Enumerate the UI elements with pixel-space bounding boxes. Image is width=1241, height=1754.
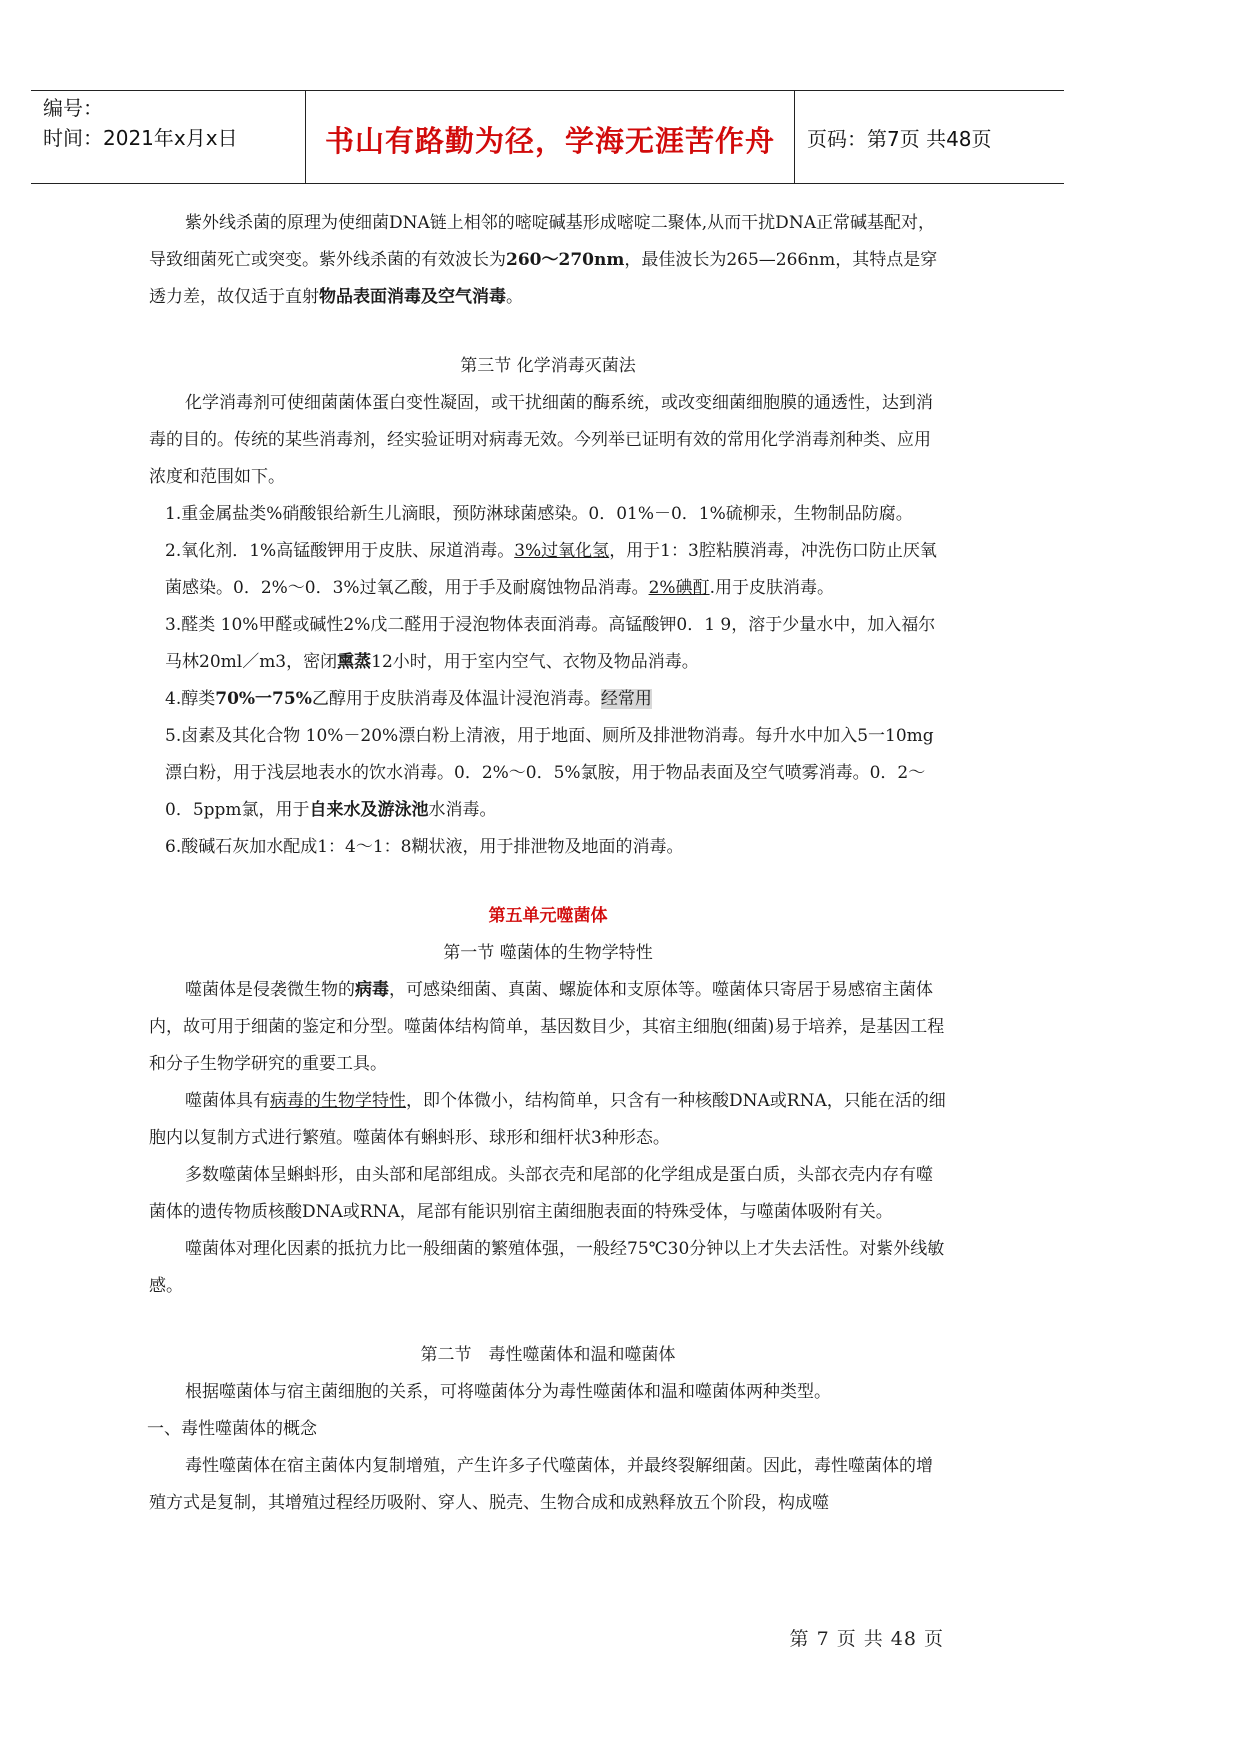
- unit5-section2-heading: 一、毒性噬菌体的概念: [147, 1419, 317, 1439]
- highlighted-text: 经常用: [600, 689, 652, 709]
- document-body: [149, 205, 947, 1522]
- list-item-3: [149, 607, 947, 681]
- unit5-title: 第五单元噬菌体: [488, 906, 608, 926]
- unit5-paragraph-4: 噬菌体对理化因素的抵抗力比一般细菌的繁殖体强，一般经75℃30分钟以上才失去活性。对紫外线敏感。: [149, 1239, 945, 1296]
- number-label: 编号：: [43, 96, 103, 120]
- page-header: [31, 90, 1064, 184]
- text: 。: [506, 287, 523, 307]
- unit5-section1-title: 第一节 噬菌体的生物学特性: [443, 943, 653, 963]
- spacer: [149, 866, 947, 898]
- text: 噬菌体是侵袭微生物的: [185, 980, 355, 1000]
- bold-text: 260～270nm: [506, 250, 625, 270]
- section3-title: 第三节 化学消毒灭菌法: [460, 356, 636, 376]
- header-meta: [31, 91, 306, 183]
- spacer: [149, 1305, 947, 1337]
- text: 2.氧化剂．1%高锰酸钾用于皮肤、尿道消毒。: [165, 541, 515, 561]
- text: 水消毒。: [428, 800, 497, 820]
- header-page-cell: [795, 91, 1064, 183]
- date-label: 时间：2021年x月x日: [43, 126, 238, 150]
- spacer: [149, 316, 947, 348]
- list-item-5: [149, 718, 947, 829]
- underlined-text: 3%过氧化氢: [514, 541, 610, 561]
- text: ，可感染细菌、真菌、螺旋体和支原体等。噬菌体只寄居于易感宿主菌体内，故可用于细菌的鉴定和分型。噬菌体结构简单，基因数目少，其宿主细胞(细菌)易于培养，是基因工程和分子生物学研究的重要工具。: [149, 980, 945, 1074]
- list-item-2: [149, 533, 947, 607]
- text: .用于皮肤消毒。: [709, 578, 834, 598]
- uv-paragraph: [149, 205, 947, 316]
- text: 噬菌体具有: [185, 1091, 270, 1111]
- header-motto-cell: [306, 91, 795, 183]
- text: 5.卤素及其化合物 10%－20%漂白粉上清液，用于地面、厕所及排泄物消毒。每升水中加入5一10mg漂白粉，用于浅层地表水的饮水消毒。0．2%～0．5%氯胺，用于物品表面及空气喷雾消毒。0．2～0．5ppm氯，用于: [165, 726, 934, 820]
- section3-intro: 化学消毒剂可使细菌菌体蛋白变性凝固，或干扰细菌的酶系统，或改变细菌细胞膜的通透性，达到消毒的目的。传统的某些消毒剂，经实验证明对病毒无效。今列举已证明有效的常用化学消毒剂种类、应用浓度和范围如下。: [149, 393, 933, 487]
- underlined-text: 病毒的生物学特性: [270, 1091, 406, 1111]
- unit5-paragraph-1: [149, 972, 947, 1083]
- underlined-text: 2%碘酊: [648, 578, 710, 598]
- unit5-paragraph-3: 多数噬菌体呈蝌蚪形，由头部和尾部组成。头部衣壳和尾部的化学组成是蛋白质，头部衣壳内存有噬菌体的遗传物质核酸DNA或RNA，尾部有能识别宿主菌细胞表面的特殊受体，与噬菌体吸附有关。: [149, 1165, 933, 1222]
- bold-text: 熏蒸: [337, 652, 372, 672]
- unit5-section2-intro: 根据噬菌体与宿主菌细胞的关系，可将噬菌体分为毒性噬菌体和温和噬菌体两种类型。: [185, 1382, 831, 1402]
- header-page-label: 页码：第7页 共48页: [807, 126, 992, 151]
- list-item-1: 1.重金属盐类%硝酸银给新生儿滴眼，预防淋球菌感染。0．01%－0．1%硫柳汞，生物制品防腐。: [165, 504, 913, 524]
- header-motto: 书山有路勤为径，学海无涯苦作舟: [324, 123, 775, 158]
- text: ，最佳波长为265—266nm，其特点是穿透力差，故仅适于直射: [149, 250, 938, 307]
- text: 紫外线杀菌的原理为使细菌DNA链上相邻的嘧啶碱基形成嘧啶二聚体,从而干扰DNA正常碱基配对，导致细菌死亡或突变。紫外线杀菌的有效波长为: [149, 213, 935, 270]
- text: ，用于1：3腔粘膜消毒，冲洗伤口防止厌氧菌感染。0．2%～0．3%过氧乙酸，用于手及耐腐蚀物品消毒。: [165, 541, 937, 598]
- page-footer: 第 7 页 共 48 页: [789, 1628, 944, 1650]
- list-item-4: [149, 681, 947, 718]
- text: ，即个体微小，结构简单，只含有一种核酸DNA或RNA，只能在活的细胞内以复制方式进行繁殖。噬菌体有蝌蚪形、球形和细杆状3种形态。: [149, 1091, 946, 1148]
- unit5-paragraph-2: [149, 1083, 947, 1157]
- bold-text: 自来水及游泳池: [309, 800, 429, 820]
- list-item-6: 6.酸碱石灰加水配成1：4～1：8糊状液，用于排泄物及地面的消毒。: [165, 837, 684, 857]
- text: 3.醛类 10%甲醛或碱性2%戊二醛用于浸泡物体表面消毒。高锰酸钾0．1 9，溶于少量水中，加入福尔马林20ml／m3，密闭: [165, 615, 936, 672]
- unit5-section2-paragraph: 毒性噬菌体在宿主菌体内复制增殖，产生许多子代噬菌体，并最终裂解细菌。因此，毒性噬菌体的增殖方式是复制，其增殖过程经历吸附、穿人、脱壳、生物合成和成熟释放五个阶段，构成噬: [149, 1456, 933, 1513]
- unit5-section2-title: 第二节 毒性噬菌体和温和噬菌体: [420, 1345, 676, 1365]
- text: 12小时，用于室内空气、衣物及物品消毒。: [371, 652, 699, 672]
- bold-text: 病毒: [355, 980, 389, 1000]
- bold-text: 物品表面消毒及空气消毒: [319, 287, 506, 307]
- bold-text: 70%一75%: [215, 689, 312, 709]
- text: 乙醇用于皮肤消毒及体温计浸泡消毒。: [311, 689, 601, 709]
- text: 4.醇类: [165, 689, 216, 709]
